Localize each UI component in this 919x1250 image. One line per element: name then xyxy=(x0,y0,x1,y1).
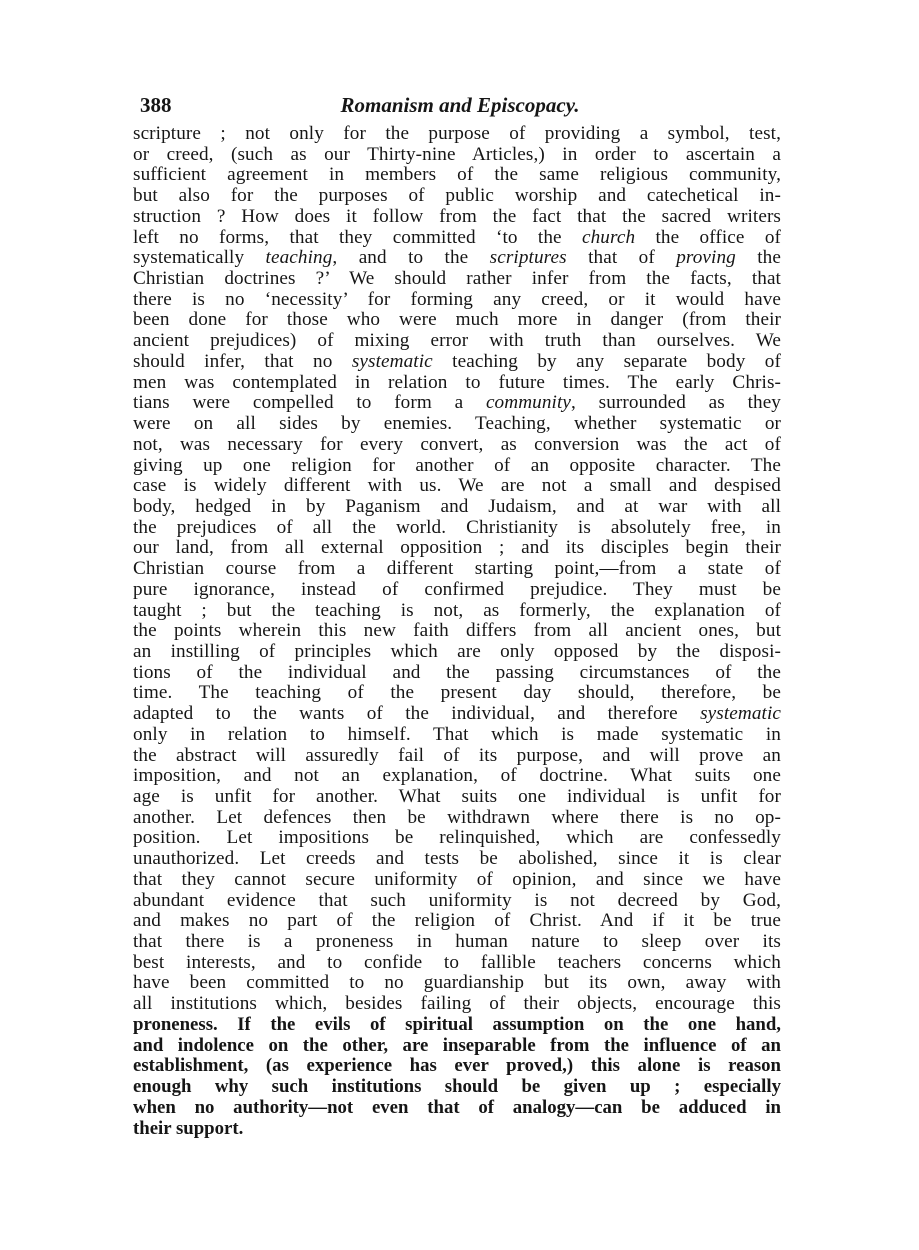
text-run: there is no ‘necessity’ for forming any creed, or it would have xyxy=(133,288,781,310)
text-line xyxy=(133,248,781,269)
text-line xyxy=(133,1119,781,1140)
text-run: an instilling of principles which are only opposed by the disposi- xyxy=(133,640,781,662)
italic-emphasis: church xyxy=(581,226,636,248)
text-line xyxy=(133,310,781,331)
text-run: have been committed to no guardianship but its own, away with xyxy=(133,972,781,994)
text-line xyxy=(133,621,781,642)
text-line xyxy=(133,207,781,228)
text-line xyxy=(133,766,781,787)
text-line xyxy=(133,414,781,435)
text-run: that they cannot secure uniformity of opinion, and since we have xyxy=(133,868,781,890)
text-run: giving up one religion for another of an opposite character. The xyxy=(133,454,781,476)
text-line xyxy=(133,870,781,891)
running-title: Romanism and Episcopacy. xyxy=(340,93,580,117)
text-line xyxy=(133,518,781,539)
text-line xyxy=(133,994,781,1015)
text-line xyxy=(133,186,781,207)
italic-emphasis: systematic xyxy=(351,350,433,372)
text-run: or creed, (such as our Thirty-nine Articles,) in order to ascertain a xyxy=(133,143,781,165)
text-line xyxy=(133,124,781,145)
text-run: unauthorized. Let creeds and tests be abolished, since it is clear xyxy=(133,848,781,870)
text-line xyxy=(133,808,781,829)
italic-emphasis: systematic xyxy=(700,703,781,725)
text-run: scripture ; not only for the purpose of providing a symbol, test, xyxy=(133,123,781,144)
text-line xyxy=(133,746,781,767)
text-run: were on all sides by enemies. Teaching, whether systematic or xyxy=(133,413,781,435)
text-line xyxy=(133,849,781,870)
text-line xyxy=(133,165,781,186)
text-run: only in relation to himself. That which is made systematic in xyxy=(133,723,781,745)
text-line xyxy=(133,1056,781,1077)
text-run: the abstract will assuredly fail of its purpose, and will prove an xyxy=(133,744,781,766)
text-run: men was contemplated in relation to future times. The early Chris- xyxy=(133,371,781,393)
text-run: tians were compelled to form a xyxy=(133,392,486,414)
text-run: struction ? How does it follow from the fact that the sacred writers xyxy=(133,205,781,227)
text-run: ancient prejudices) of mixing error with truth than ourselves. We xyxy=(133,330,781,352)
page-header xyxy=(140,93,780,121)
italic-emphasis: community xyxy=(485,392,572,414)
text-run: and indolence on the other, are inseparable from the influence of an xyxy=(133,1034,781,1056)
text-run: time. The teaching of the present day should, therefore, be xyxy=(133,682,781,704)
text-line xyxy=(133,476,781,497)
text-run: taught ; but the teaching is not, as formerly, the explanation of xyxy=(133,599,781,621)
text-run: another. Let defences then be withdrawn where there is no op- xyxy=(133,806,781,828)
text-run: adapted to the wants of the individual, and therefore xyxy=(133,703,701,725)
italic-emphasis: proving xyxy=(676,247,736,269)
text-line xyxy=(133,704,781,725)
text-run: teaching by any separate body of xyxy=(432,350,781,372)
text-run: enough why such institutions should be given up ; especially xyxy=(133,1076,781,1098)
text-run: best interests, and to confide to fallible teachers concerns which xyxy=(133,951,781,973)
text-run: our land, from all external opposition ; and its disciples begin their xyxy=(133,537,781,559)
text-run: when no authority—not even that of analogy—can be adduced in xyxy=(133,1096,781,1118)
text-line xyxy=(133,601,781,622)
text-line xyxy=(133,290,781,311)
text-line xyxy=(133,1015,781,1036)
text-run: age is unfit for another. What suits one individual is unfit for xyxy=(133,786,781,807)
text-run: Christian doctrines ?’ We should rather infer from the facts, that xyxy=(133,268,781,290)
text-line xyxy=(133,1077,781,1098)
text-run: establishment, (as experience has ever proved,) this alone is reason xyxy=(133,1055,781,1077)
text-run: but also for the purposes of public worship and catechetical in- xyxy=(133,185,781,207)
text-run: their support. xyxy=(133,1117,244,1139)
text-run: that there is a proneness in human nature to sleep over its xyxy=(133,931,781,953)
text-run: position. Let impositions be relinquished, which are confessedly xyxy=(133,827,781,849)
text-line xyxy=(133,828,781,849)
text-run: the points wherein this new faith differs from all ancient ones, but xyxy=(133,620,781,642)
text-line xyxy=(133,393,781,414)
text-run: case is widely different with us. We are not a small and despised xyxy=(133,475,781,497)
text-line xyxy=(133,1036,781,1057)
text-run: all institutions which, besides failing of their objects, encourage this xyxy=(133,993,781,1015)
page-number: 388 xyxy=(140,93,172,117)
text-line xyxy=(133,932,781,953)
text-line xyxy=(133,331,781,352)
italic-emphasis: scriptures xyxy=(489,247,567,269)
text-run: not, was necessary for every convert, as conversion was the act of xyxy=(133,433,781,455)
text-line xyxy=(133,973,781,994)
text-run: systematically xyxy=(133,247,266,269)
text-run: body, hedged in by Paganism and Judaism, and at war with all xyxy=(133,495,781,517)
text-run: proneness. If the evils of spiritual assumption on the one hand, xyxy=(133,1013,781,1035)
text-line xyxy=(133,497,781,518)
text-run: imposition, and not an explanation, of doctrine. What suits one xyxy=(133,765,781,787)
text-run: pure ignorance, instead of confirmed prejudice. They must be xyxy=(133,578,781,600)
text-line xyxy=(133,456,781,477)
text-line xyxy=(133,580,781,601)
text-run: the office of xyxy=(635,226,781,248)
text-line xyxy=(133,435,781,456)
text-line xyxy=(133,352,781,373)
text-run: that of xyxy=(566,247,677,269)
text-line xyxy=(133,228,781,249)
text-line xyxy=(133,725,781,746)
text-run: left no forms, that they committed ‘to the xyxy=(133,226,582,248)
text-line xyxy=(133,683,781,704)
text-run: , and to the xyxy=(332,247,490,269)
text-run: tions of the individual and the passing circumstances of the xyxy=(133,661,781,683)
text-line xyxy=(133,953,781,974)
text-run: should infer, that no xyxy=(133,350,352,372)
text-run: , surrounded as they xyxy=(571,392,781,414)
text-line xyxy=(133,559,781,580)
text-line xyxy=(133,269,781,290)
text-line xyxy=(133,911,781,932)
text-line xyxy=(133,145,781,166)
text-run: the prejudices of all the world. Christianity is absolutely free, in xyxy=(133,516,781,538)
text-line xyxy=(133,663,781,684)
text-line xyxy=(133,373,781,394)
text-line xyxy=(133,891,781,912)
body-text xyxy=(133,124,781,1139)
text-run: been done for those who were much more in danger (from their xyxy=(133,309,781,331)
text-line xyxy=(133,1098,781,1119)
text-line xyxy=(133,538,781,559)
italic-emphasis: teaching xyxy=(265,247,333,269)
text-run: the xyxy=(735,247,781,269)
text-line xyxy=(133,642,781,663)
text-run: abundant evidence that such uniformity is not decreed by God, xyxy=(133,889,781,911)
text-run: Christian course from a different starting point,—from a state of xyxy=(133,558,781,580)
text-line xyxy=(133,787,781,808)
text-run: sufficient agreement in members of the same religious community, xyxy=(133,164,781,186)
text-run: and makes no part of the religion of Christ. And if it be true xyxy=(133,910,781,932)
